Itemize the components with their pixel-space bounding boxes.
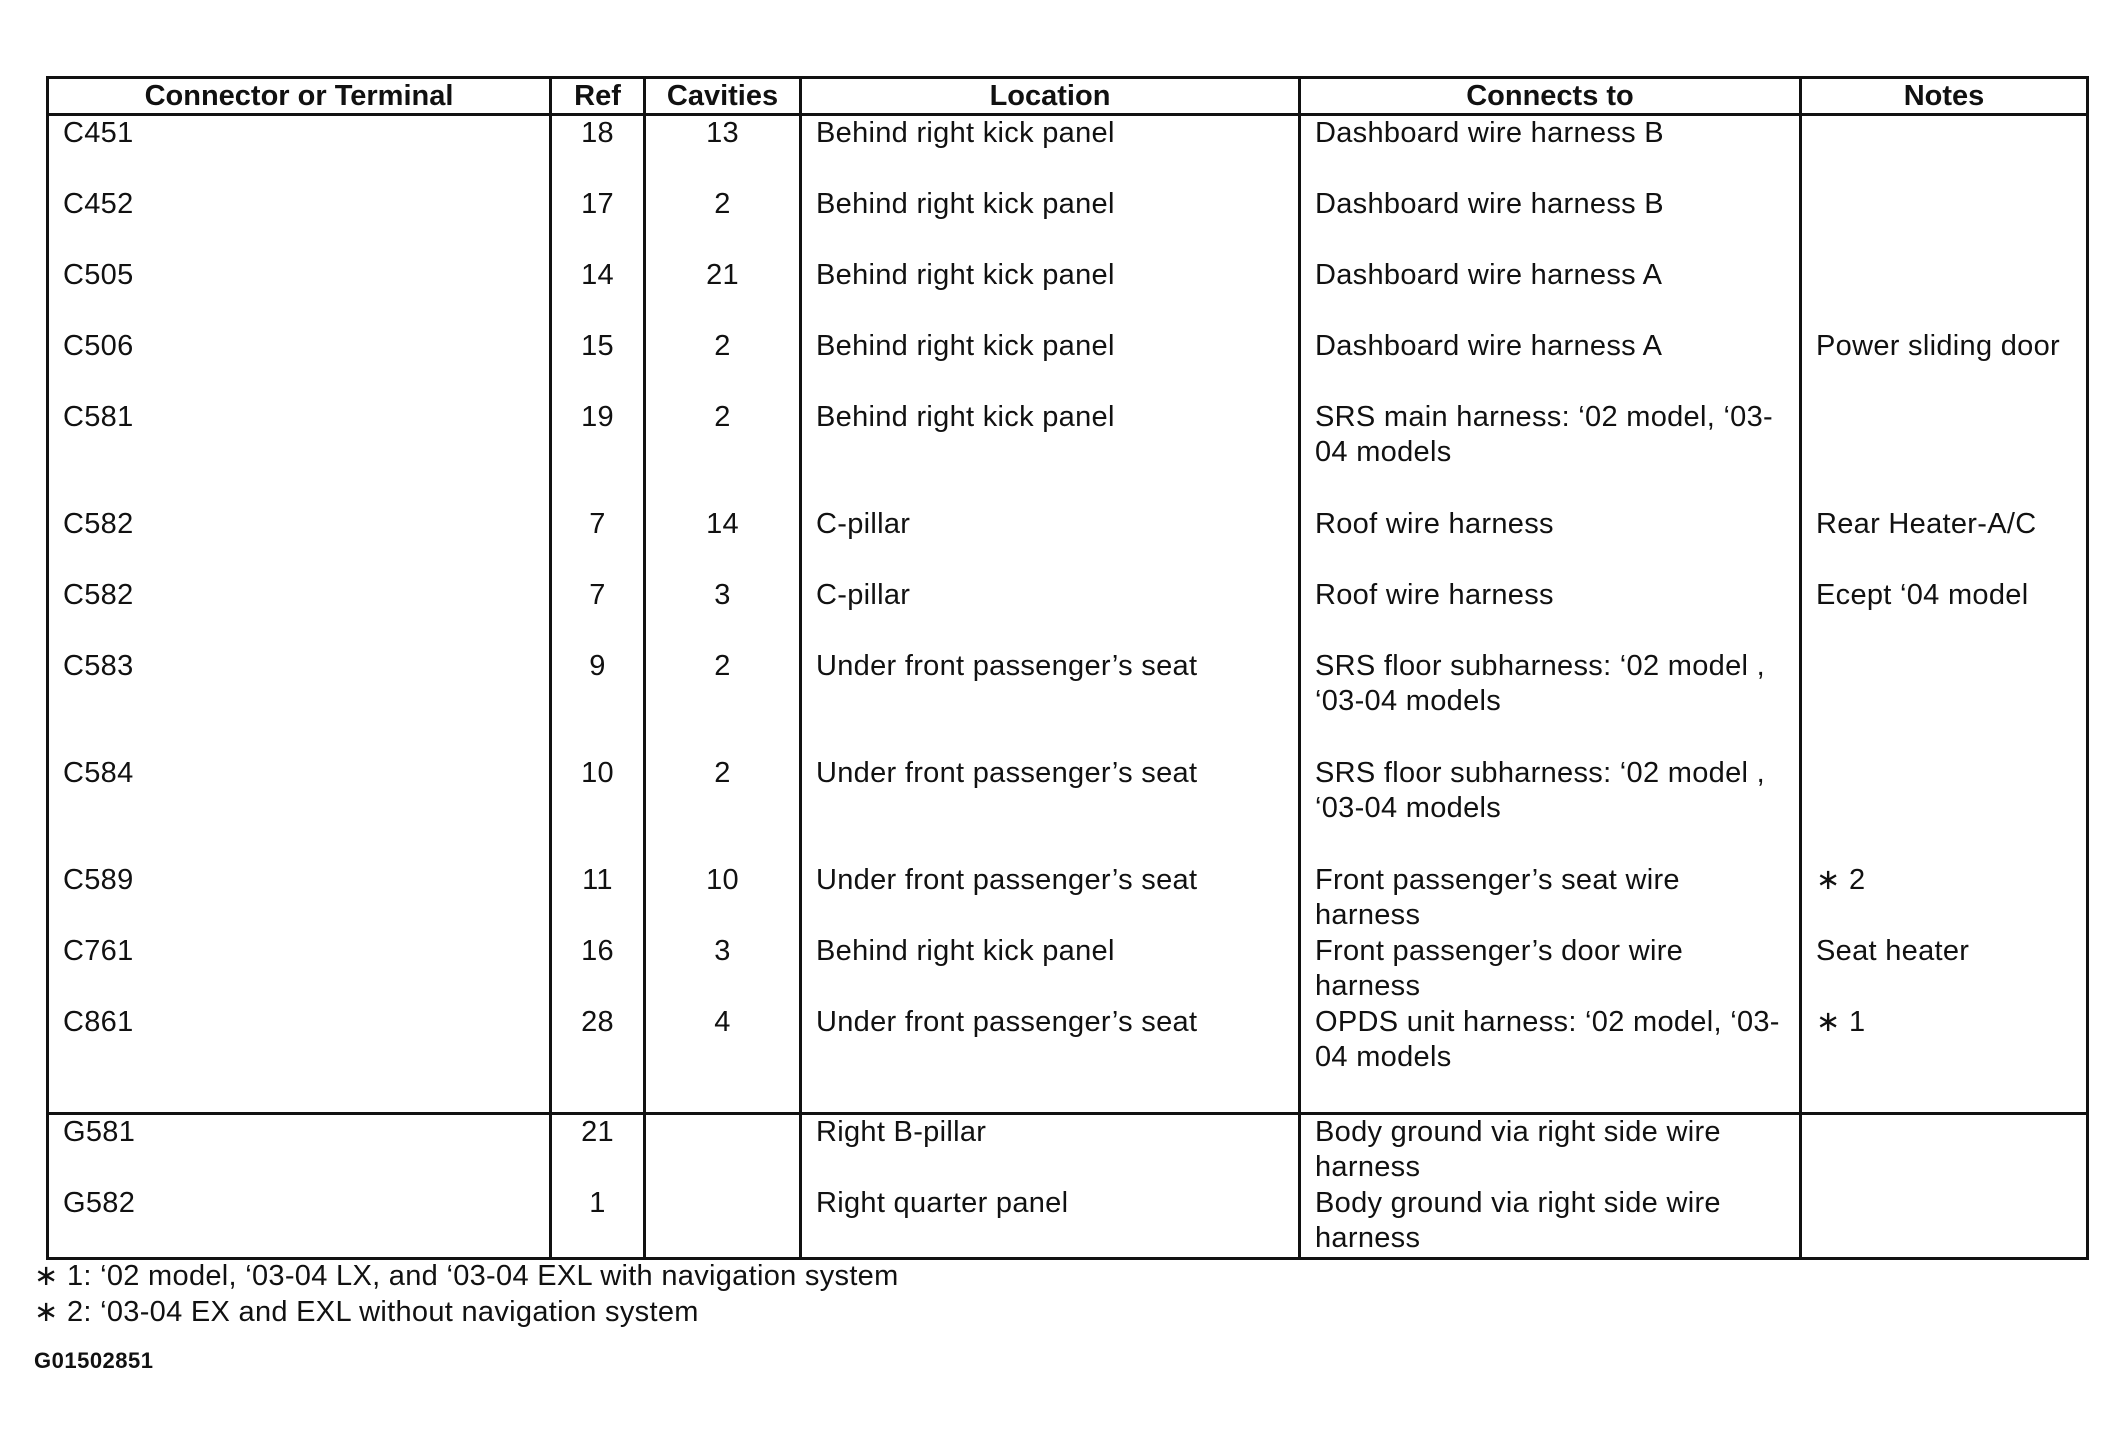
cell-location: Behind right kick panel	[801, 258, 1300, 329]
cell-cavities: 2	[645, 649, 801, 756]
cell-ref: 28	[551, 1005, 645, 1114]
cell-ref: 7	[551, 507, 645, 578]
cell-cavities: 2	[645, 756, 801, 863]
cell-connects-to: Front passenger’s seat wire harness	[1300, 863, 1801, 934]
cell-cavities: 13	[645, 115, 801, 188]
connector-row	[48, 115, 2088, 188]
header-connector: Connector or Terminal	[48, 78, 551, 115]
figure-id: G01502851	[34, 1348, 154, 1373]
cell-cavities: 4	[645, 1005, 801, 1114]
cell-notes: Rear Heater-A/C	[1816, 508, 2037, 540]
cell-connects-to: Dashboard wire harness A	[1300, 258, 1801, 329]
cell-terminal: C506	[48, 329, 551, 400]
cell-location: Under front passenger’s seat	[801, 1005, 1300, 1114]
cell-ref: 18	[551, 115, 645, 188]
cell-terminal: C582	[48, 578, 551, 649]
cell-cavities: 21	[645, 258, 801, 329]
header-location: Location	[801, 78, 1300, 115]
cell-notes	[1801, 258, 2088, 329]
connector-row	[48, 578, 2088, 649]
cell-connects-to: SRS floor subharness: ‘02 model , ‘03-04 models	[1300, 649, 1801, 756]
cell-location: C-pillar	[801, 578, 1300, 649]
cell-connects-to: SRS floor subharness: ‘02 model , ‘03-04 models	[1300, 756, 1801, 863]
cell-notes: Ecept ‘04 model	[1816, 579, 2029, 611]
cell-location: C-pillar	[801, 507, 1300, 578]
connector-row	[48, 1005, 2088, 1114]
ground-row	[48, 1186, 2088, 1259]
cell-connects-to: SRS main harness: ‘02 model, ‘03-04 models	[1300, 400, 1801, 507]
cell-location: Right B-pillar	[801, 1114, 1300, 1187]
cell-connects-to: Dashboard wire harness A	[1300, 329, 1801, 400]
cell-terminal: C761	[48, 934, 551, 1005]
cell-cavities: 10	[645, 863, 801, 934]
connector-rows	[48, 115, 2088, 1259]
cell-location: Under front passenger’s seat	[801, 756, 1300, 863]
header-row	[48, 78, 2088, 115]
table-header	[48, 78, 2088, 115]
connector-row	[48, 400, 2088, 507]
cell-notes: Power sliding door	[1816, 330, 2060, 362]
cell-location: Under front passenger’s seat	[801, 649, 1300, 756]
cell-connects-to: Body ground via right side wire harness	[1300, 1186, 1801, 1259]
connector-row	[48, 258, 2088, 329]
cell-cavities	[645, 1186, 801, 1259]
cell-ref: 16	[551, 934, 645, 1005]
cell-terminal: C589	[48, 863, 551, 934]
cell-notes	[1801, 1186, 2088, 1259]
cell-notes	[1801, 115, 2088, 188]
header-notes: Notes	[1801, 78, 2088, 115]
cell-cavities: 2	[645, 329, 801, 400]
cell-terminal: C582	[48, 507, 551, 578]
cell-connects-to: Roof wire harness	[1300, 578, 1801, 649]
footnote-1: ∗ 1: ‘02 model, ‘03-04 LX, and ‘03-04 EXL with navigation system	[34, 1260, 899, 1292]
cell-connects-to: Dashboard wire harness B	[1300, 187, 1801, 258]
header-ref: Ref	[551, 78, 645, 115]
connector-table	[46, 76, 2089, 1260]
cell-terminal: C583	[48, 649, 551, 756]
cell-location: Behind right kick panel	[801, 115, 1300, 188]
cell-cavities: 2	[645, 400, 801, 507]
ground-row	[48, 1114, 2088, 1187]
cell-terminal: C584	[48, 756, 551, 863]
cell-ref: 10	[551, 756, 645, 863]
cell-connects-to: Front passenger’s door wire harness	[1300, 934, 1801, 1005]
cell-location: Behind right kick panel	[801, 400, 1300, 507]
cell-location: Under front passenger’s seat	[801, 863, 1300, 934]
cell-ref: 9	[551, 649, 645, 756]
footnote-2: ∗ 2: ‘03-04 EX and EXL without navigation system	[34, 1296, 699, 1328]
cell-location: Behind right kick panel	[801, 329, 1300, 400]
cell-ref: 21	[551, 1114, 645, 1187]
cell-ref: 1	[551, 1186, 645, 1259]
cell-connects-to: OPDS unit harness: ‘02 model, ‘03-04 models	[1300, 1005, 1801, 1114]
cell-notes	[1801, 400, 2088, 507]
cell-connects-to: Body ground via right side wire harness	[1300, 1114, 1801, 1187]
cell-terminal: G582	[48, 1186, 551, 1259]
cell-location: Right quarter panel	[801, 1186, 1300, 1259]
cell-terminal: C451	[48, 115, 551, 188]
connector-row	[48, 187, 2088, 258]
cell-location: Behind right kick panel	[801, 934, 1300, 1005]
cell-ref: 15	[551, 329, 645, 400]
cell-notes	[1801, 649, 2088, 756]
cell-ref: 17	[551, 187, 645, 258]
cell-ref: 11	[551, 863, 645, 934]
cell-ref: 7	[551, 578, 645, 649]
cell-terminal: C452	[48, 187, 551, 258]
connector-row	[48, 934, 2088, 1005]
cell-notes	[1801, 187, 2088, 258]
connector-row	[48, 863, 2088, 934]
connector-row	[48, 507, 2088, 578]
cell-connects-to: Roof wire harness	[1300, 507, 1801, 578]
cell-cavities: 14	[645, 507, 801, 578]
cell-terminal: G581	[48, 1114, 551, 1187]
cell-terminal: C505	[48, 258, 551, 329]
cell-ref: 19	[551, 400, 645, 507]
cell-notes: ∗ 1	[1801, 1005, 2088, 1114]
cell-cavities: 3	[645, 578, 801, 649]
cell-cavities: 3	[645, 934, 801, 1005]
header-connects-to: Connects to	[1300, 78, 1801, 115]
cell-terminal: C861	[48, 1005, 551, 1114]
connector-row	[48, 649, 2088, 756]
cell-terminal: C581	[48, 400, 551, 507]
cell-notes	[1801, 1114, 2088, 1187]
cell-connects-to: Dashboard wire harness B	[1300, 115, 1801, 188]
cell-notes	[1801, 756, 2088, 863]
cell-location: Behind right kick panel	[801, 187, 1300, 258]
cell-cavities: 2	[645, 187, 801, 258]
cell-ref: 14	[551, 258, 645, 329]
cell-cavities	[645, 1114, 801, 1187]
connector-row	[48, 756, 2088, 863]
cell-notes: Seat heater	[1816, 935, 1970, 967]
cell-notes: ∗ 2	[1816, 864, 1866, 896]
header-cavities: Cavities	[645, 78, 801, 115]
connector-row	[48, 329, 2088, 400]
